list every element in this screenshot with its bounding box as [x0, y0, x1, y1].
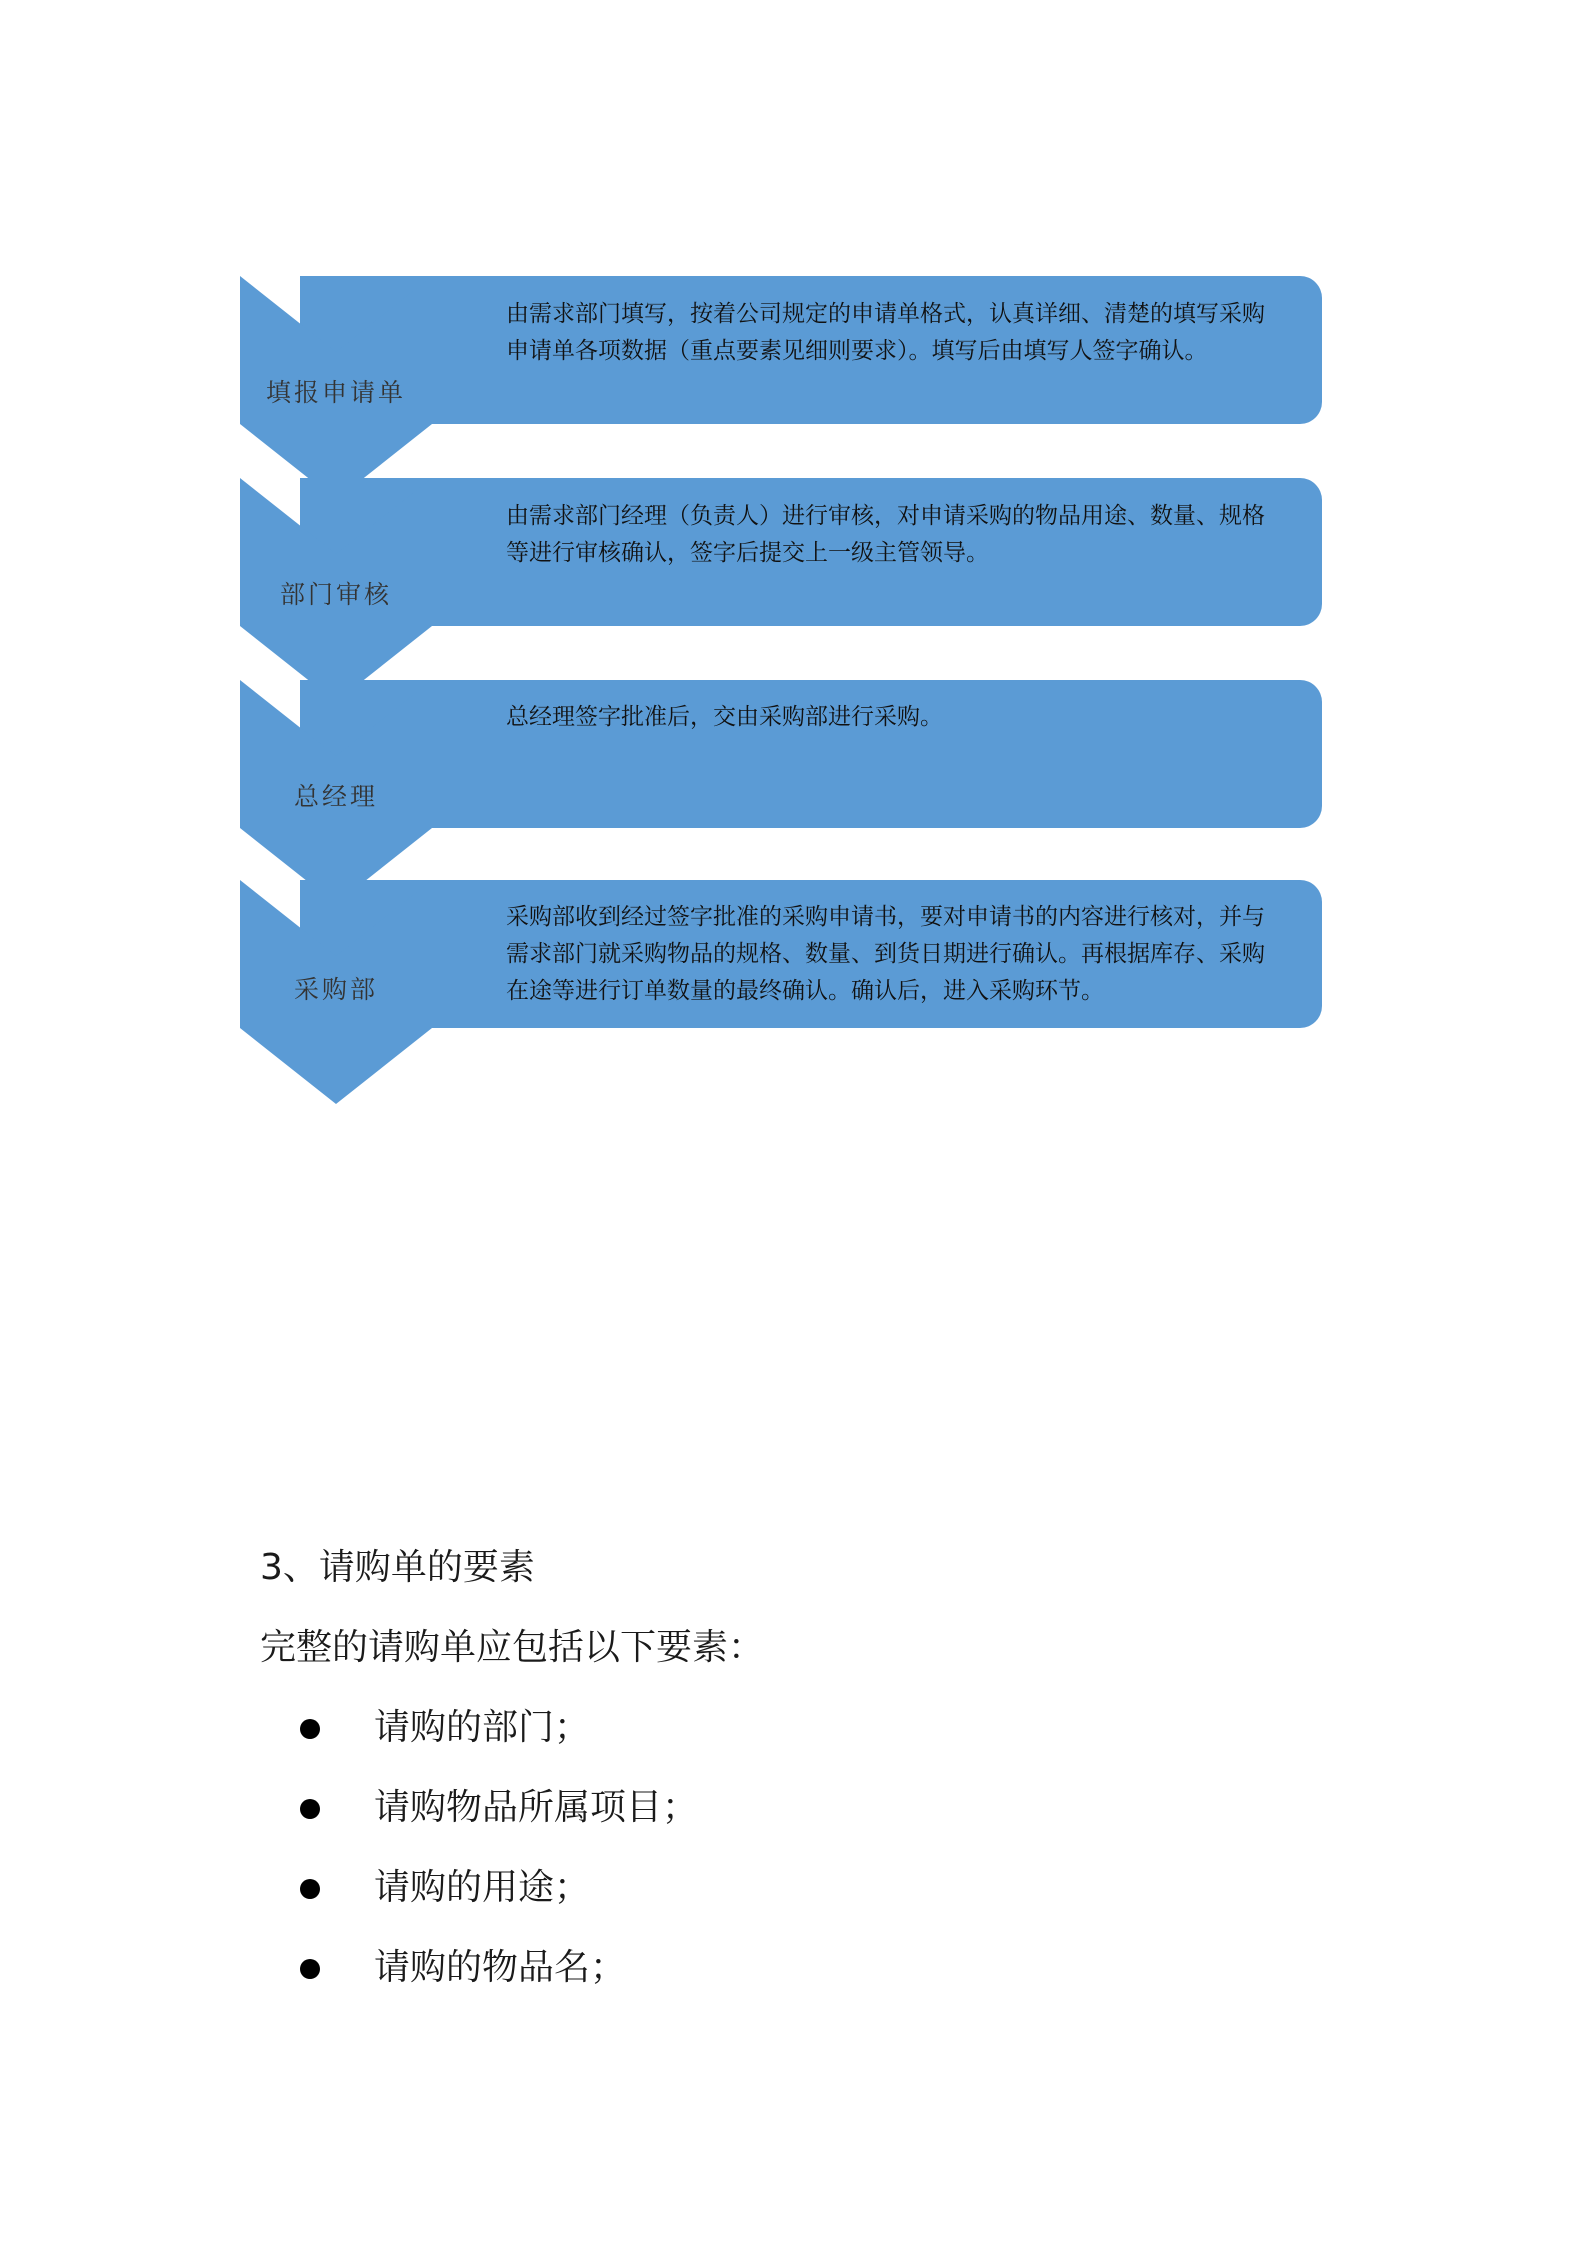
step-4-label: 采购部	[293, 975, 378, 1004]
list-item-text: 请购的用途；	[374, 1867, 591, 1908]
list-item-text: 请购的部门；	[374, 1707, 591, 1748]
step-1-description: 由需求部门填写，按着公司规定的申请单格式，认真详细、清楚的填写采购申请单各项数据（重点要素见细则要求）。填写后由填写人签字确认。	[506, 301, 1265, 364]
bullet-icon	[300, 1959, 320, 1979]
step-1-label: 填报申请单	[265, 378, 406, 407]
requisition-elements-section	[260, 1540, 1360, 2020]
list-item	[260, 1940, 1360, 2020]
section-heading: 3、请购单的要素	[260, 1547, 535, 1588]
bullet-icon	[300, 1719, 320, 1739]
step-2-label: 部门审核	[279, 580, 392, 609]
list-item-text: 请购物品所属项目；	[374, 1787, 699, 1828]
list-item	[260, 1780, 1360, 1860]
bullet-icon	[300, 1879, 320, 1899]
list-item-text: 请购的物品名；	[374, 1947, 627, 1988]
process-flow	[0, 0, 1586, 1120]
section-intro: 完整的请购单应包括以下要素：	[260, 1627, 765, 1668]
step-3-description: 总经理签字批准后，交由采购部进行采购。	[506, 704, 943, 730]
list-item	[260, 1700, 1360, 1780]
list-item	[260, 1860, 1360, 1940]
step-2-description: 由需求部门经理（负责人）进行审核，对申请采购的物品用途、数量、规格等进行审核确认，签字后提交上一级主管领导。	[506, 503, 1265, 566]
elements-list	[260, 1700, 1360, 2020]
bullet-icon	[300, 1799, 320, 1819]
step-4-description: 采购部收到经过签字批准的采购申请书，要对申请书的内容进行核对，并与需求部门就采购物品的规格、数量、到货日期进行确认。再根据库存、采购在途等进行订单数量的最终确认。确认后，进入采购环节。	[506, 904, 1265, 1004]
step-3-label: 总经理	[293, 782, 378, 811]
